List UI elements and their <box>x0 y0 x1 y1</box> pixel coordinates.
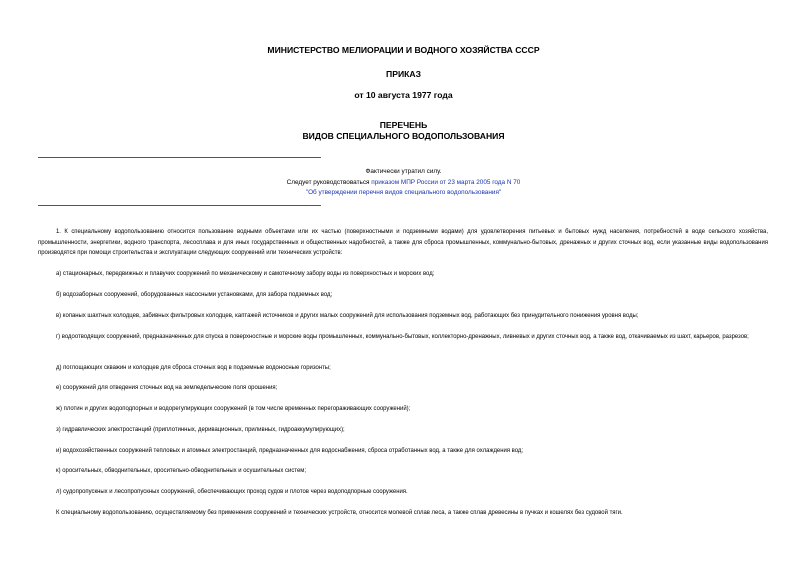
notice-status: Фактически утратил силу. <box>365 168 442 175</box>
paragraph-a: а) стационарных, передвижных и плавучих сооружений по механическому и самотечному забору воды из поверхностных и морских вод; <box>56 271 435 277</box>
paragraph-1: 1. К специальному водопользованию относится пользование водными объектами или их частью (поверхностными и подземными водами) для удовлетворения питьевых и бытовых нужд населения, потребностей в воде сельского хозяйства, промышленности, энергетики, водного транспорта, лесосплава и для иных государственных и общественных надобностей, а также для сброса промышленных, коммунально-бытовых, дренажных и других сточных вод, если указанные виды водопользования производятся при помощи строительства и эксплуатации следующих сооружений или технических устройств: <box>38 229 768 256</box>
paragraph-b: б) водозаборных сооружений, оборудованных насосными установками, для забора подземных вод; <box>56 292 333 298</box>
paragraph-i: и) водохозяйственных сооружений тепловых и атомных электростанций, предназначенных для водоснабжения, сброса отработанных вод, а также для охлаждения вод; <box>56 448 524 454</box>
order-link[interactable]: приказом МПР России от 23 марта 2005 года N 70 <box>371 179 521 186</box>
paragraph-l: л) судопропускных и лесопропускных сооружений, обеспечивающих проход судов и плотов через водоподпорные сооружения. <box>56 489 408 495</box>
notice-reference-prefix: Следует руководствоваться <box>286 179 372 186</box>
title-line-1: ПЕРЕЧЕНЬ <box>379 120 428 130</box>
divider-top <box>38 157 321 158</box>
paragraph-z: з) гидравлических электростанций (приплотинных, деривационных, приливных, гидроаккумулирующих); <box>56 427 345 433</box>
doc-type-heading: ПРИКАЗ <box>386 69 421 79</box>
doc-date: от 10 августа 1977 года <box>354 90 453 100</box>
paragraph-e: е) сооружений для отведения сточных вод на земледельческие поля орошения; <box>56 385 278 391</box>
paragraph-zh: ж) плотин и других водоподпорных и водорегулирующих сооружений (в том числе временных перегораживающих сооружений); <box>56 406 411 412</box>
paragraph-g: г) водоотводящих сооружений, предназначенных для спуска в поверхностные и морские воды промышленных, коммунально-бытовых, коллекторно-дренажных, ливневых и других сточных вод, а также вод, откачиваемых из шахт, карьеров, разрезов; <box>56 334 749 340</box>
divider-bottom <box>38 205 321 206</box>
paragraph-k: к) оросительных, обводнительных, оросительно-обводнительных и осушительных систем; <box>56 468 306 474</box>
paragraph-v: в) копаных шахтных колодцев, забивных фильтровых колодцев, каптажей источников и других малых сооружений для использования подземных вод, работающих без принудительного понижения уровня воды; <box>56 313 639 319</box>
order-title-link[interactable]: "Об утверждении перечня видов специального водопользования" <box>305 189 502 196</box>
ministry-heading: МИНИСТЕРСТВО МЕЛИОРАЦИИ И ВОДНОГО ХОЗЯЙСТВА СССР <box>267 45 540 55</box>
paragraph-d: д) поглощающих скважин и колодцев для сброса сточных вод в подземные водоносные горизонты; <box>56 365 331 371</box>
title-line-2: ВИДОВ СПЕЦИАЛЬНОГО ВОДОПОЛЬЗОВАНИЯ <box>302 131 505 141</box>
notice-reference <box>230 178 577 188</box>
paragraph-final: К специальному водопользованию, осуществляемому без применения сооружений и технических устройств, относится молевой сплав леса, а также сплав древесины в пучках и кошелях без судовой тяги. <box>56 510 623 516</box>
